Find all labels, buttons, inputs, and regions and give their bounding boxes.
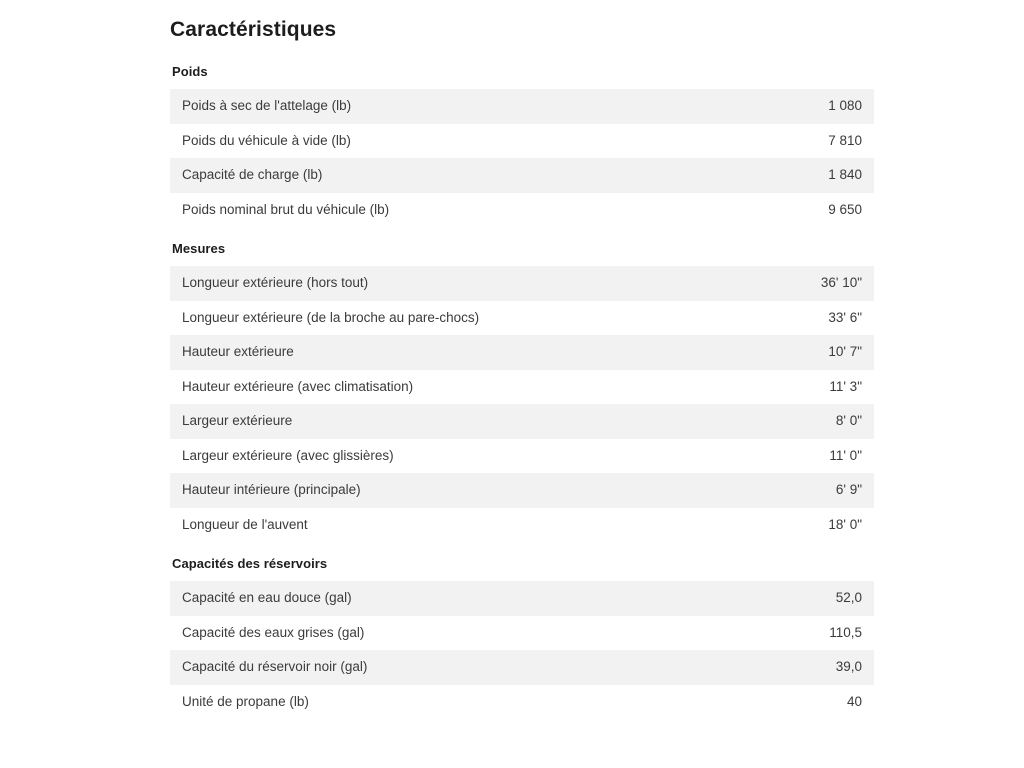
spec-value: 7 810 (828, 132, 862, 148)
table-row (170, 370, 874, 405)
spec-label: Largeur extérieure (182, 413, 293, 428)
spec-label: Capacité du réservoir noir (gal) (182, 659, 368, 674)
table-row (170, 650, 874, 685)
table-row (170, 581, 874, 616)
table-row (170, 89, 874, 124)
spec-value: 8' 0" (835, 413, 862, 428)
spec-value: 9 650 (828, 201, 862, 217)
spec-value: 6' 9" (835, 482, 862, 497)
table-row (170, 473, 874, 508)
spec-value: 18' 0" (828, 516, 862, 532)
spec-value: 110,5 (829, 624, 862, 640)
spec-groups (170, 64, 874, 719)
spec-label: Poids du véhicule à vide (lb) (182, 132, 351, 148)
spec-label: Capacité de charge (lb) (182, 167, 323, 182)
table-row (170, 158, 874, 193)
table-row (170, 685, 874, 720)
spec-label: Hauteur extérieure (avec climatisation) (182, 378, 414, 394)
spec-label: Hauteur extérieure (182, 344, 294, 359)
spec-label: Longueur extérieure (hors tout) (182, 275, 369, 290)
spec-label: Poids à sec de l'attelage (lb) (182, 98, 352, 113)
spec-label: Capacité en eau douce (gal) (182, 590, 352, 605)
spec-label: Capacité des eaux grises (gal) (182, 624, 365, 640)
spec-label: Largeur extérieure (avec glissières) (182, 447, 394, 463)
spec-label: Longueur extérieure (de la broche au pare-chocs) (182, 309, 480, 325)
spec-value: 11' 0" (829, 447, 862, 463)
table-row (170, 616, 874, 651)
spec-value: 10' 7" (828, 344, 862, 359)
spec-label: Hauteur intérieure (principale) (182, 482, 361, 497)
spec-label: Poids nominal brut du véhicule (lb) (182, 201, 390, 217)
spec-label: Unité de propane (lb) (182, 693, 309, 709)
spec-value: 11' 3" (829, 378, 862, 394)
spec-label: Longueur de l'auvent (182, 516, 308, 532)
table-row (170, 266, 874, 301)
spec-table (170, 581, 874, 719)
spec-table (170, 89, 874, 227)
table-row (170, 124, 874, 159)
spec-group-title: Capacités des réservoirs (172, 556, 328, 571)
table-row (170, 335, 874, 370)
spec-group-title: Mesures (172, 241, 226, 256)
spec-value: 40 (846, 693, 862, 709)
spec-value: 36' 10" (820, 275, 862, 290)
table-row (170, 439, 874, 474)
spec-group (170, 241, 874, 542)
table-row (170, 404, 874, 439)
spec-group (170, 64, 874, 227)
spec-value: 33' 6" (828, 309, 862, 325)
page-title: Caractéristiques (170, 18, 337, 41)
spec-value: 52,0 (835, 590, 862, 605)
table-row (170, 193, 874, 228)
spec-group-title: Poids (172, 64, 208, 79)
table-row (170, 508, 874, 543)
spec-value: 1 080 (828, 98, 862, 113)
spec-table (170, 266, 874, 542)
spec-value: 39,0 (835, 659, 862, 674)
spec-group (170, 556, 874, 719)
table-row (170, 301, 874, 336)
spec-value: 1 840 (828, 167, 862, 182)
